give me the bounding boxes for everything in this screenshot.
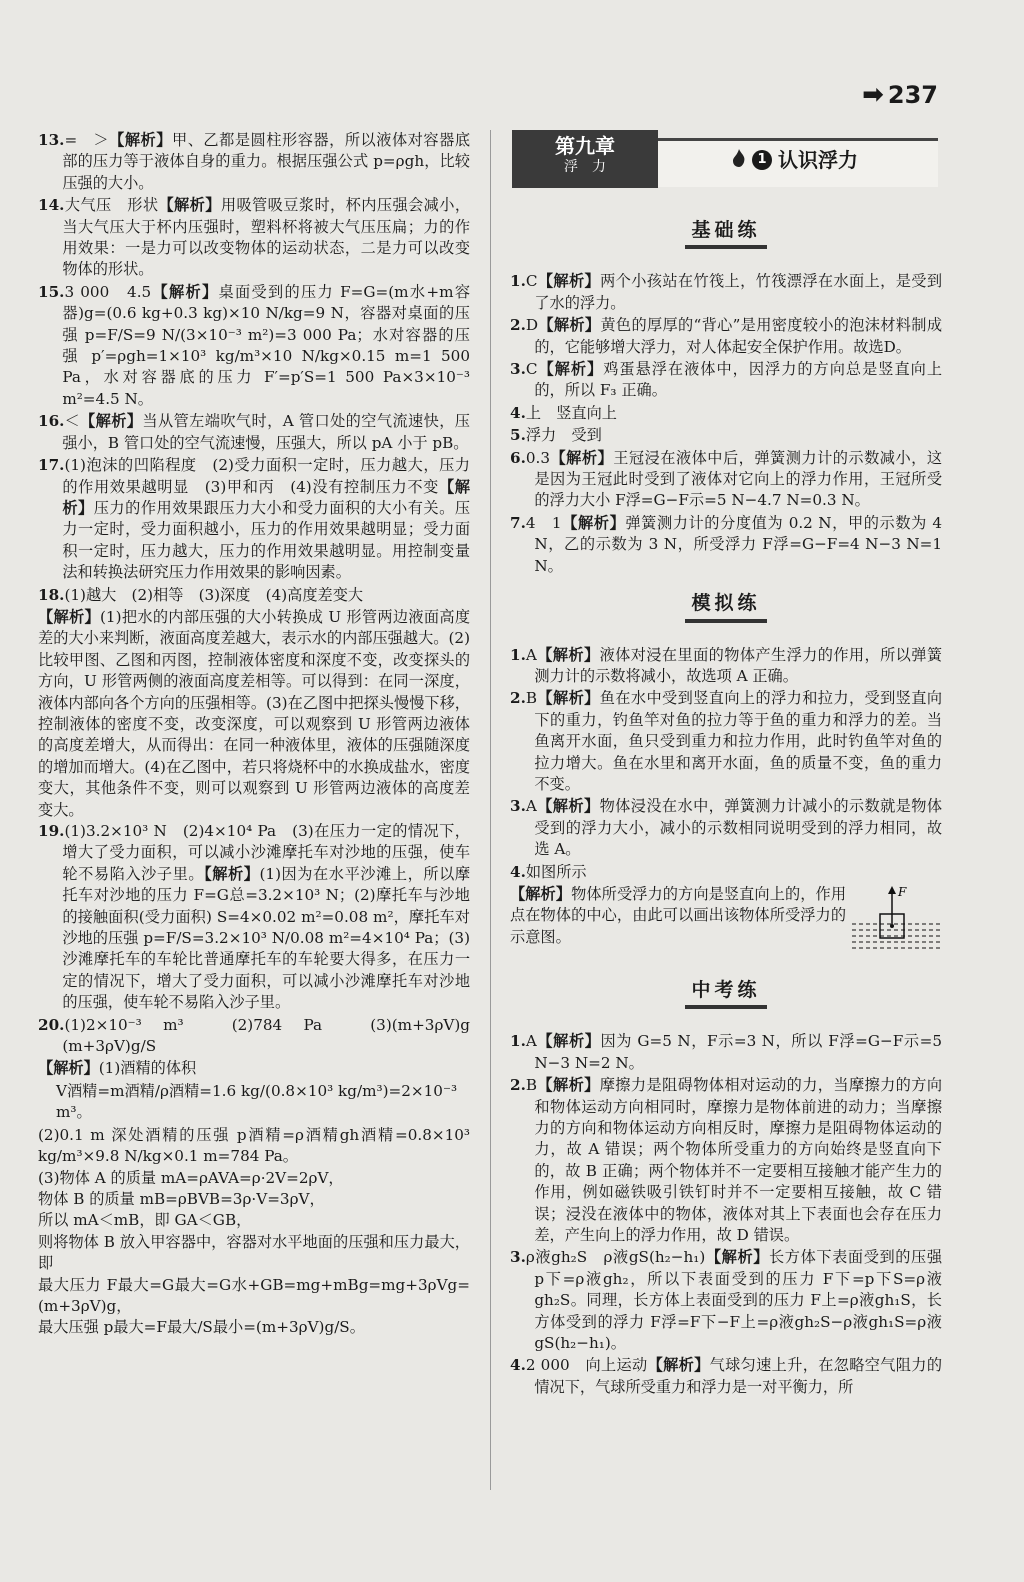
basic-answer-1: 1.C【解析】两个小孩站在竹筏上，竹筏漂浮在水面上，是受到了水的浮力。 xyxy=(510,272,943,312)
formula-line: V酒精=m酒精/ρ酒精=1.6 kg/(0.8×10³ kg/m³)=2×10⁻³ m³。 xyxy=(56,1081,458,1122)
arrow-right-icon: ➡ xyxy=(862,80,884,110)
analysis-line: (3)物体 A 的质量 mA=ρAVA=ρ·2V=2ρV， xyxy=(38,1168,344,1187)
answer-15: 15.3 000 4.5【解析】桌面受到的压力 F=G=(m水+m容器)g=(0.6 kg+0.3 kg)×10 N/kg=9 N，容器对桌面的压强 p=F/S=9 N/(3×10⁻³ m²)=3 000 Pa；水对容器的压强 p′=ρgh=1×10³ kg/m³×10 N/kg×0.15 m=1 500 Pa，水对容器底的压力 F′=p′S=1 500 Pa×3×10⁻³ m²=4.5 N。 xyxy=(38,282,471,408)
force-arrow-head xyxy=(888,886,896,894)
exam-answer-1: 1.A【解析】因为 G=5 N，F示=3 N，所以 F浮=G−F示=5 N−3 N=2 N。 xyxy=(510,1032,942,1072)
force-label: F xyxy=(898,884,907,899)
center-point xyxy=(890,924,894,928)
analysis-line: (2)0.1 m 深处酒精的压强 p酒精=ρ酒精gh酒精=0.8×10³ kg/m³×9.8 N/kg×0.1 m=784 Pa。 xyxy=(38,1125,470,1166)
basic-answer-7: 7.4 1【解析】弹簧测力计的分度值为 0.2 N，甲的示数为 4 N，乙的示数为 3 N，所受浮力 F浮=G−F=4 N−3 N=1 N。 xyxy=(510,513,943,575)
lesson-number-badge: 1 xyxy=(752,150,772,170)
basic-answer-3: 3.C【解析】鸡蛋悬浮在液体中，因浮力的方向总是竖直向上的，所以 F₃ 正确。 xyxy=(510,360,943,400)
flame-icon xyxy=(732,149,746,171)
column-divider xyxy=(490,130,491,1490)
analysis-line: 物体 B 的质量 mB=ρBVB=3ρ·V=3ρV， xyxy=(38,1189,325,1208)
answer-20-analysis: 【解析】(1)酒精的体积 xyxy=(38,1059,197,1078)
exam-answer-3: 3.ρ液gh₂S ρ液gS(h₂−h₁)【解析】长方体下表面受到的压强 p下=ρ液gh₂，所以下表面受到的压力 F下=p下S=ρ液gh₂S。同理，长方体上表面受到的压力 F上=ρ液gh₁S，长方体受到的浮力 F浮=F下−F上=ρ液gh₂S−ρ液gh₁S=ρ液gS(h₂−h₁)。 xyxy=(510,1248,942,1353)
basic-answer-4: 4.上 竖直向上 xyxy=(510,403,617,422)
mock-answer-4-analysis: F 【解析】物体所受浮力的方向是竖直向上的，作用点在物体的中心，由此可以画出该物体所受浮力的示意图。 xyxy=(510,884,942,964)
right-column xyxy=(510,130,942,1399)
chapter-header xyxy=(510,130,942,200)
section-basic: 基础练 xyxy=(510,220,942,249)
analysis-line: 则将物体 B 放入甲容器中，容器对水平地面的压强和压力最大，即 xyxy=(38,1232,470,1273)
chapter-title: 第九章 xyxy=(555,134,615,158)
mock-answer-4: 4.如图所示 xyxy=(510,862,587,881)
answer-18-analysis: 【解析】(1)把水的内部压强的大小转换成 U 形管两边液面高度差的大小来判断，液面高度差越大，表示水的内部压强越大。(2)比较甲图、乙图和丙图，控制液体密度和深度不变，改变探头的方向，U 形管两侧的液面高度差相等。可以得到：在同一深度，液体内部向各个方向的压强相等。(3)在乙图中把探头慢慢下移，控制液体的密度不变，改变深度，可以观察到 U 形管两边液体的高度差增大，从而得出：在同一种液体里，液体的压强随深度的增加而增大。(4)在乙图中，若只将烧杯中的水换成盐水，密度变大，其他条件不变，则可以观察到 U 形管两边液体的高度差变大。 xyxy=(38,607,471,819)
section-mock: 模拟练 xyxy=(510,593,942,622)
answer-16: 16.＜【解析】当从管左端吹气时，A 管口处的空气流速快，压强小，B 管口处的空气流速慢，压强大，所以 pA 小于 pB。 xyxy=(38,412,470,452)
page-number-text: 237 xyxy=(887,81,938,109)
chapter-box xyxy=(512,130,658,188)
exam-answer-2: 2.B【解析】摩擦力是阻碍物体相对运动的力，当摩擦力的方向和物体运动方向相同时，摩擦力是物体前进的动力；当摩擦力的方向和物体运动方向相反时，摩擦力是阻碍物体运动的力，故 A 错误；两个物体所受重力的方向始终是竖直向下的，故 B 正确；两个物体并不一定要相互接触才能产生力的作用，例如磁铁吸引铁钉时并不一定要相互接触，故 C 错误；浸没在液体中的物体，液体对其上下表面也会存在压力差，产生向上的浮力作用，故 D 错误。 xyxy=(510,1076,943,1245)
answer-14: 14.大气压 形状【解析】用吸管吸豆浆时，杯内压强会减小，当大气压大于杯内压强时，塑料杯将被大气压压扁；力的作用效果：一是力可以改变物体的运动状态，二是力可以改变物体的形状。 xyxy=(38,196,471,279)
analysis-line: 最大压力 F最大=G最大=G水+GB=mg+mBg=mg+3ρVg=(m+3ρV)g， xyxy=(38,1275,470,1315)
basic-answer-2: 2.D【解析】黄色的厚厚的“背心”是用密度较小的泡沫材料制成的，它能够增大浮力，对人体起安全保护作用。故选D。 xyxy=(510,316,943,356)
answer-19: 19.(1)3.2×10³ N (2)4×10⁴ Pa (3)在压力一定的情况下，增大了受力面积，可以减小沙滩摩托车对沙地的压强，使车轮不易陷入沙子里。【解析】(1)因为在水平沙滩上，所以摩托车对沙地的压力 F=G总=3.2×10³ N；(2)摩托车与沙地的接触面积(受力面积) S=4×0.02 m²=0.08 m²，摩托车对沙地的压强 p=F/S=3.2×10³ N/0.08 m²=4×10⁴ Pa；(3)沙滩摩托车的车轮比普通摩托车的车轮要大得多，在压力一定的情况下，增大了受力面积，可以减小沙滩摩托车对沙地的压强，使车轮不易陷入沙子里。 xyxy=(38,822,471,1012)
section-exam: 中考练 xyxy=(510,980,942,1009)
mock-answer-1: 1.A【解析】液体对浸在里面的物体产生浮力的作用，所以弹簧测力计的示数将减小，故选项 A 正确。 xyxy=(510,645,943,685)
exam-answer-4: 4.2 000 向上运动【解析】气球匀速上升，在忽略空气阻力的情况下，气球所受重力和浮力是一对平衡力，所 xyxy=(510,1356,943,1396)
analysis-line: 所以 mA＜mB，即 GA＜GB， xyxy=(38,1211,252,1230)
answer-18: 18.(1)越大 (2)相等 (3)深度 (4)高度差变大 xyxy=(38,585,364,604)
buoyancy-diagram xyxy=(852,884,942,964)
lesson-band xyxy=(658,138,938,187)
analysis-line: 最大压强 p最大=F最大/S最小=(m+3ρV)g/S。 xyxy=(38,1318,365,1337)
lesson-name: 认识浮力 xyxy=(778,147,858,172)
mock-answer-2: 2.B【解析】鱼在水中受到竖直向上的浮力和拉力，受到竖直向下的重力，钓鱼竿对鱼的拉力等于鱼的重力和浮力的差。当鱼离开水面，鱼只受到重力和拉力作用，此时钓鱼竿对鱼的拉力增大。鱼在水里和离开水面，鱼的质量不变，鱼的重力不变。 xyxy=(510,689,943,793)
basic-answer-6: 6.0.3【解析】王冠浸在液体中后，弹簧测力计的示数减小，这是因为王冠此时受到了液体对它向上的浮力作用，王冠所受的浮力大小 F浮=G−F示=5 N−4.7 N=0.3 N。 xyxy=(510,448,943,510)
left-column xyxy=(38,130,486,1339)
answer-13: 13.= ＞【解析】甲、乙都是圆柱形容器，所以液体对容器底部的压力等于液体自身的重力。根据压强公式 p=ρgh，比较压强的大小。 xyxy=(38,131,471,192)
page-number xyxy=(862,80,938,110)
basic-answer-5: 5.浮力 受到 xyxy=(510,426,602,445)
lesson-title xyxy=(732,149,858,171)
answer-17: 17.(1)泡沫的凹陷程度 (2)受力面积一定时，压力越大，压力的作用效果越明显 (3)甲和丙 (4)没有控制压力不变【解析】压力的作用效果跟压力大小和受力面积的大小有关。压力一定时，受力面积越小，压力的作用效果越明显；受力面积一定时，压力越大，压力的作用效果越明显。用控制变量法和转换法研究压力作用效果的影响因素。 xyxy=(38,456,471,582)
mock-answer-3: 3.A【解析】物体浸没在水中，弹簧测力计减小的示数就是物体受到的浮力大小，减小的示数相同说明受到的浮力相同，故选 A。 xyxy=(510,797,943,859)
answer-20: 20.(1)2×10⁻³ m³ (2)784 Pa (3)(m+3ρV)g (m+3ρV)g/S xyxy=(38,1015,486,1056)
chapter-subtitle: 浮 力 xyxy=(564,159,606,176)
